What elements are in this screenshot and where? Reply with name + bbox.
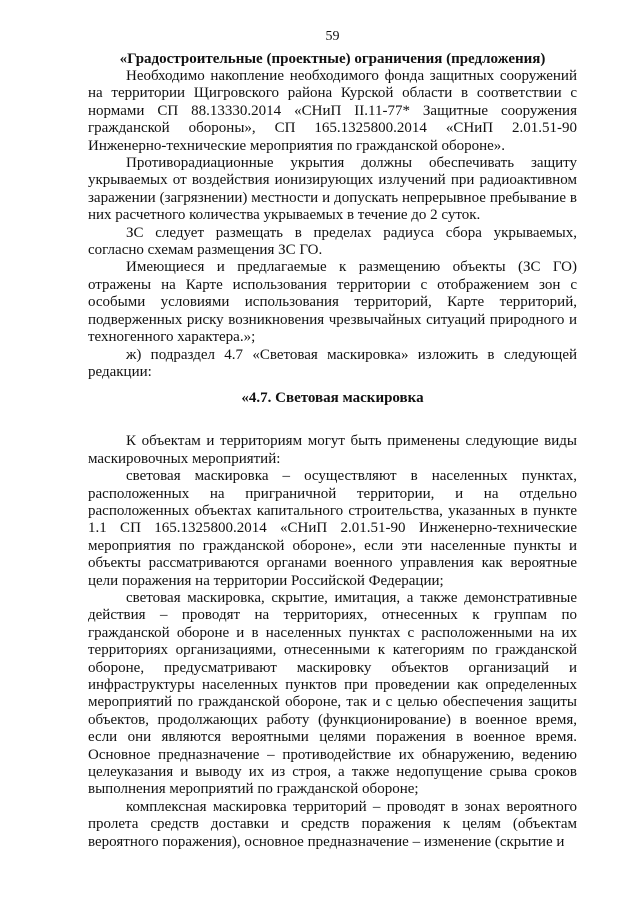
paragraph-radiation-shelters: Противорадиационные укрытия должны обеспечивать защиту укрываемых от воздействия ионизирующих излучений при радиоактивном заражении (загрязнении) местности и допускать непрерывное пребывание в них расчетного количества укрываемых в течение до 2 суток. (88, 155, 577, 224)
paragraph-shelter-fund: Необходимо накопление необходимого фонда защитных сооружений на территории Щигровского района Курской области в соответствии с нормами СП 88.13330.2014 «СНиП II.11-77* Защитные сооружения гражданской обороны», СП 165.1325800.2014 «СНиП 2.01.51-90 Инженерно-технические мероприятия по гражданской обороне». (88, 68, 577, 154)
page-number: 59 (325, 29, 340, 44)
restrictions-heading: «Градостроительные (проектные) ограничения (предложения) (119, 51, 546, 67)
paragraph-light-masking: световая маскировка – осуществляют в населенных пунктах, расположенных на приграничной территории, и на отдельно расположенных объектах капитального строительства, указанных в пункте 1.1 СП 165.1325800.2014 «СНиП 2.01.51-90 Инженерно-технические мероприятия по гражданской обороне», если эти населенные пункты и объекты рассматриваются органами военного управления как вероятные цели поражения на территории Российской Федерации; (88, 468, 577, 589)
paragraph-shelter-placement: ЗС следует размещать в пределах радиуса сбора укрываемых, согласно схемам размещения ЗС ГО. (88, 224, 577, 259)
paragraph-complex-masking: комплексная маскировка территорий – проводят в зонах вероятного пролета средств доставки и средств поражения к целям (объектам вероятного поражения), основное предназначение – изменение (скрытие и (88, 798, 577, 850)
paragraph-light-masking-concealment: световая маскировка, скрытие, имитация, а также демонстративные действия – проводят на территориях, отнесенных к группам по гражданской обороне и в населенных пунктах с расположенными на их территориях организациями, отнесенными к категориям по гражданской обороне, предусматривают маскировку объектов организаций и инфраструктуры населенных пунктов при проведении как определенных мероприятий по гражданской обороне, так и с целью обеспечения защиты объектов, продолжающих работу (функционирование) в военное время, если они являются вероятными целями поражения в военное время. Основное предназначение – противодействие их обнаружению, ведению целеуказания и выводу их из строя, а также недопущение срыва сроков выполнения мероприятий по гражданской обороне; (88, 589, 577, 798)
paragraph-masking-intro: К объектам и территориям могут быть применены следующие виды маскировочных мероприятий: (88, 433, 577, 467)
paragraph-subsection-amendment: ж) подраздел 4.7 «Световая маскировка» изложить в следующей редакции: (88, 346, 577, 380)
paragraph-maps-reference: Имеющиеся и предлагаемые к размещению объекты (ЗС ГО) отражены на Карте использования территории с отображением зон с особыми условиями использования территорий, Карте территорий, подверженных риску возникновения чрезвычайных ситуаций природного и техногенного характера.»; (88, 259, 577, 346)
section-title-light-masking: «4.7. Световая маскировка (241, 390, 424, 407)
